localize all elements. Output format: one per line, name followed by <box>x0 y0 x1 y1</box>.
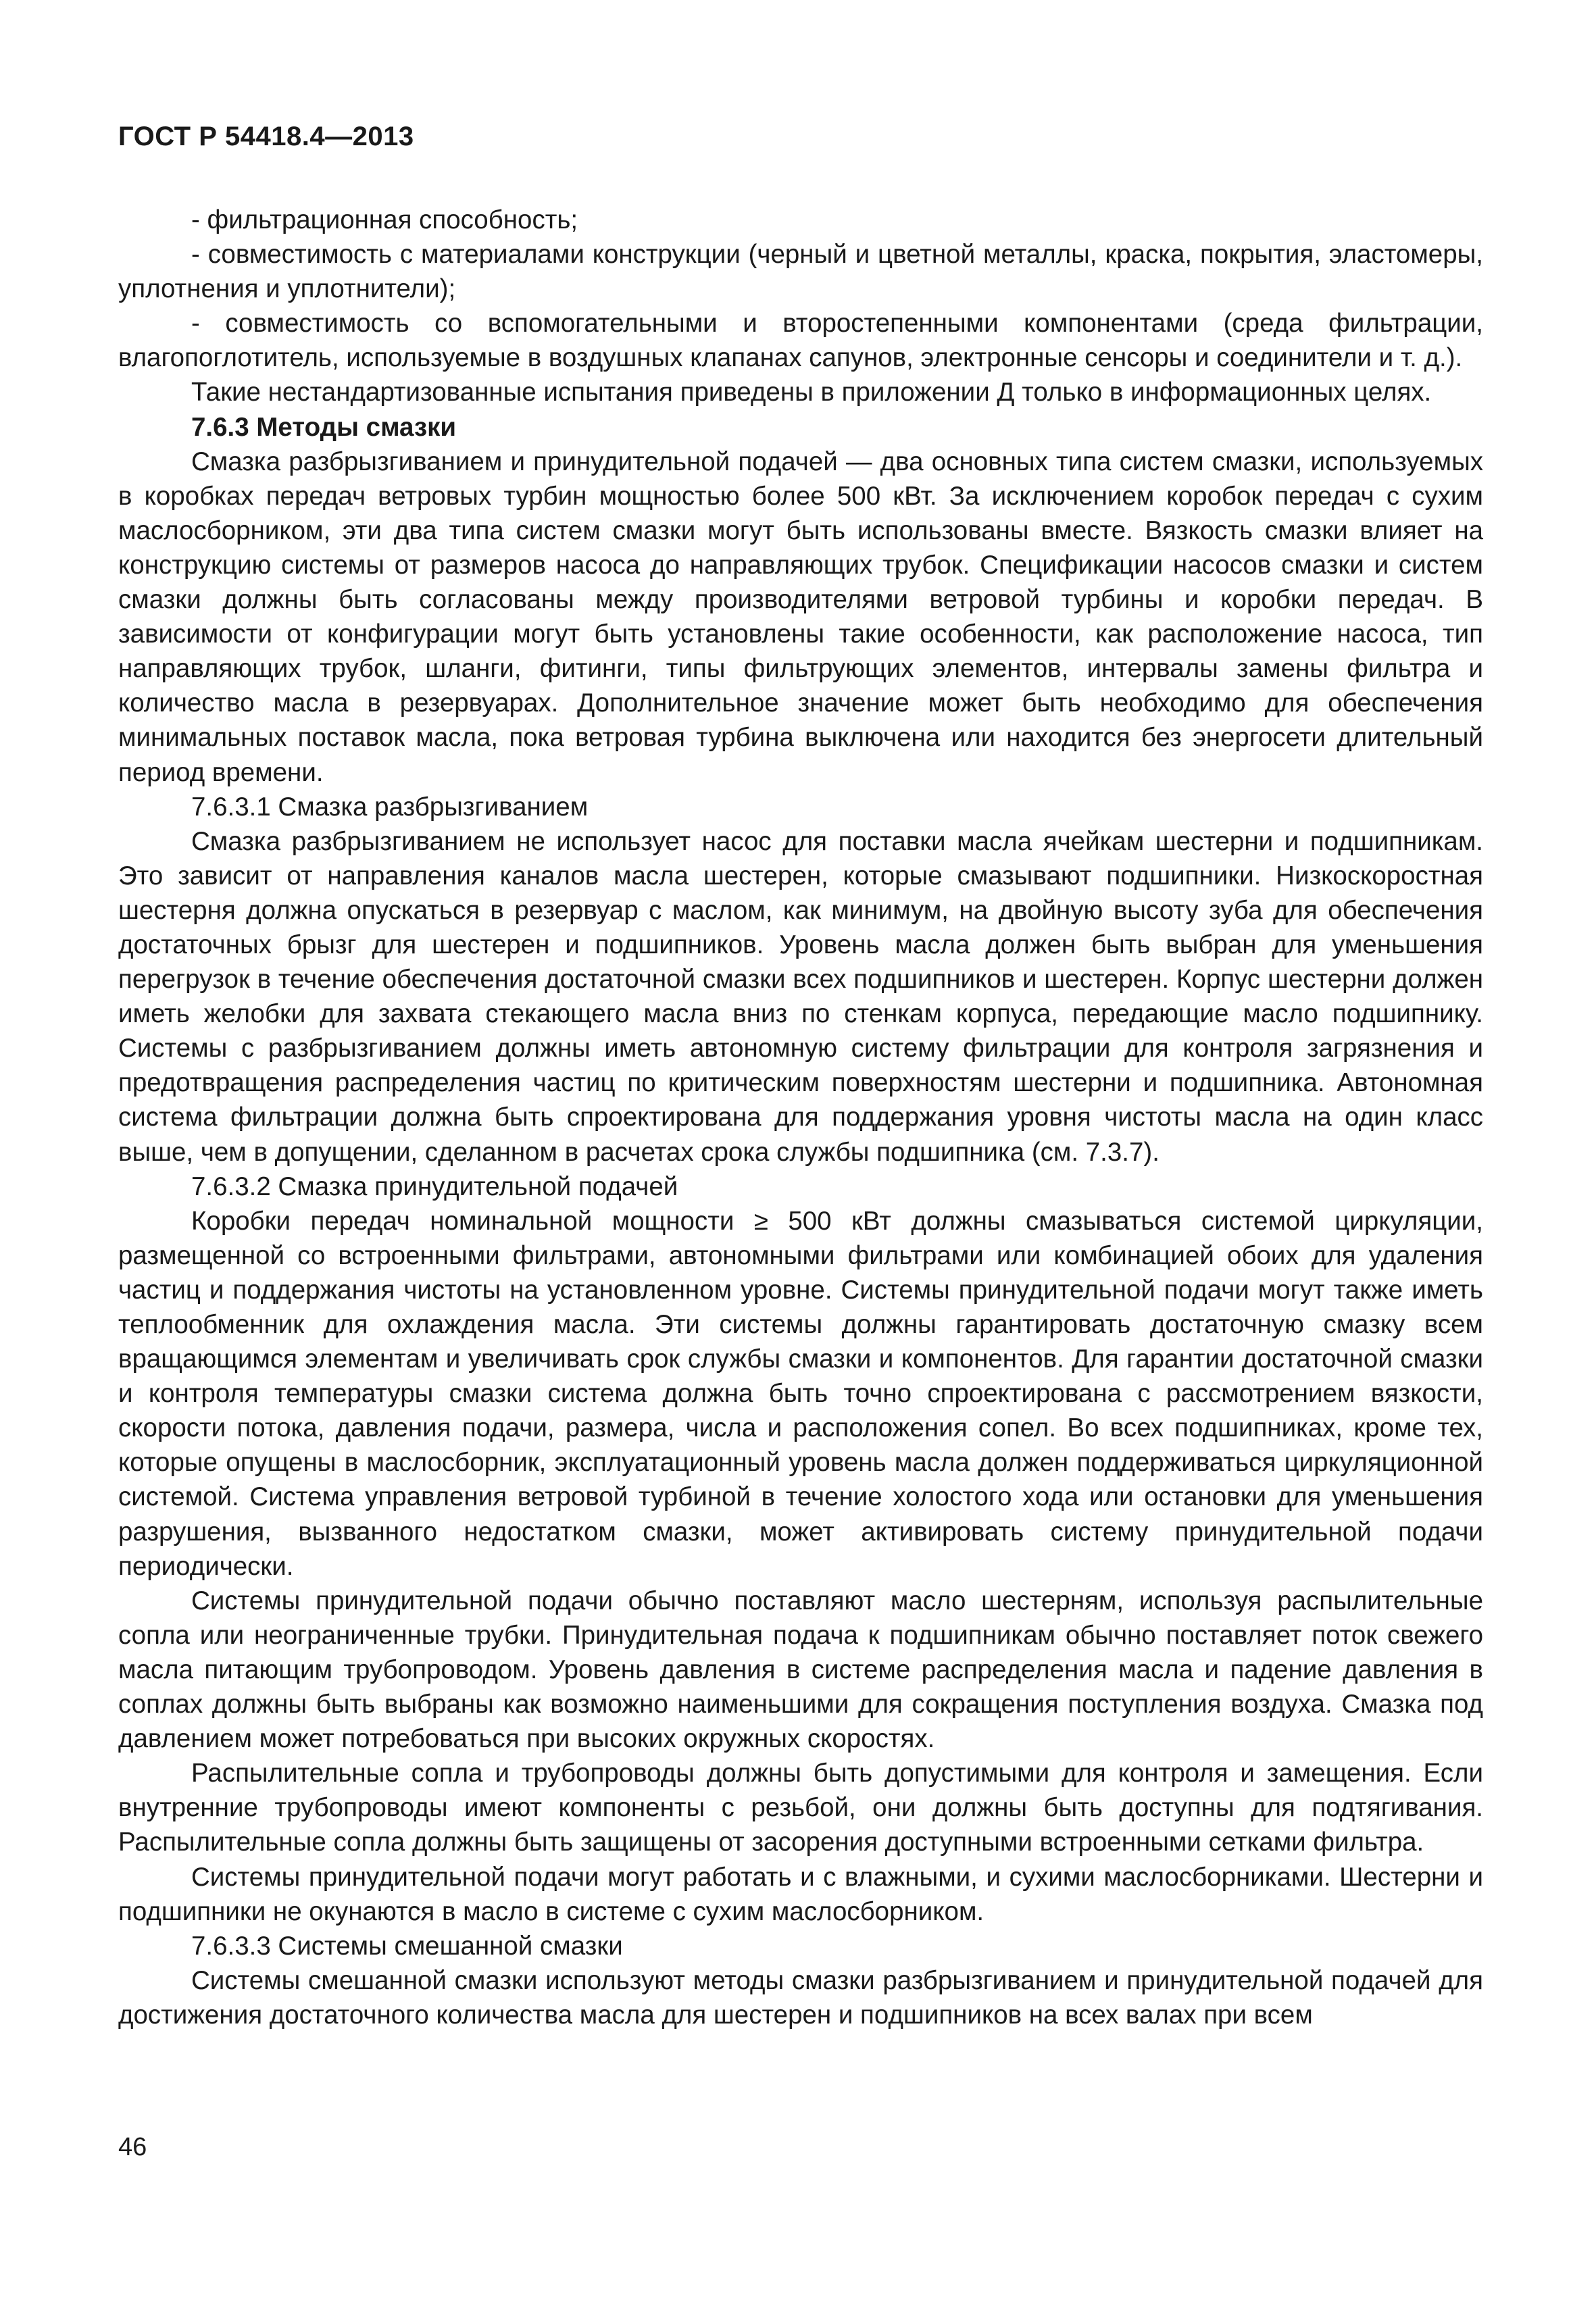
document-header: ГОСТ Р 54418.4—2013 <box>118 122 414 151</box>
section-heading-7-6-3: 7.6.3 Методы смазки <box>191 412 457 442</box>
list-item-component-compat: - совместимость со вспомогательными и второстепенными компонентами (среда фильтрации, влагопоглотитель, используемые в воздушных клапанах сапунов, электронные сенсоры и соединители и т. д.). <box>118 309 1483 373</box>
paragraph-splash-lubrication: Смазка разбрызгиванием не использует насос для поставки масла ячейкам шестерни и подшипникам. Это зависит от направления каналов масла шестерен, которые смазывают подшипники. Низкоскоростная шестерня должна опускаться в резервуар с маслом, как минимум, на двойную высоту зуба для обеспечения достаточных брызг для шестерен и подшипников. Уровень масла должен быть выбран для уменьшения перегрузок в течение обеспечения достаточной смазки всех подшипников и шестерен. Корпус шестерни должен иметь желобки для захвата стекающего масла вниз по стенкам корпуса, передающие масло подшипнику. Системы с разбрызгиванием должны иметь автономную систему фильтрации для контроля загрязнения и предотвращения распределения частиц по критическим поверхностям шестерни и подшипника. Автономная система фильтрации должна быть спроектирована для поддержания уровня чистоты масла на один класс выше, чем в допущении, сделанном в расчетах срока службы подшипника (см. 7.3.7). <box>118 826 1483 1167</box>
paragraph-sumps: Системы принудительной подачи могут работать и с влажными, и сухими маслосборниками. Шестерни и подшипники не окунаются в масло в системе с сухим маслосборником. <box>118 1862 1483 1926</box>
page-number: 46 <box>118 2133 147 2161</box>
list-item-material-compat: - совместимость с материалами конструкции (черный и цветной металлы, краска, покрытия, эластомеры, уплотнения и уплотнители); <box>118 240 1483 304</box>
paragraph-mixed-lubrication: Системы смешанной смазки используют методы смазки разбрызгиванием и принудительной подачей для достижения достаточного количества масла для шестерен и подшипников на всех валах при всем <box>118 1965 1483 2030</box>
paragraph-forced-lubrication: Коробки передач номинальной мощности ≥ 500 кВт должны смазываться системой циркуляции, размещенной со встроенными фильтрами, автономными фильтрами или комбинацией обоих для удаления частиц и поддержания чистоты на установленном уровне. Системы принудительной подачи могут также иметь теплообменник для охлаждения масла. Эти системы должны гарантировать достаточную смазку всем вращающимся элементам и увеличивать срок службы смазки и компонентов. Для гарантии достаточной смазки и контроля температуры смазки система должна быть точно спроектирована с рассмотрением вязкости, скорости потока, давления подачи, размера, числа и расположения сопел. Во всех подшипниках, кроме тех, которые опущены в маслосборник, эксплуатационный уровень масла должен поддерживаться циркуляционной системой. Система управления ветровой турбиной в течение холостого хода или остановки для уменьшения разрушения, вызванного недостатком смазки, может активировать систему принудительной подачи периодически. <box>118 1206 1483 1581</box>
subsection-heading-7-6-3-2: 7.6.3.2 Смазка принудительной подачей <box>191 1172 678 1201</box>
paragraph-lubrication-methods: Смазка разбрызгиванием и принудительной подачей — два основных типа систем смазки, используемых в коробках передач ветровых турбин мощностью более 500 кВт. За исключением коробок передач с сухим маслосборником, эти два типа систем смазки могут быть использованы вместе. Вязкость смазки влияет на конструкцию системы от размеров насоса до направляющих трубок. Спецификации насосов смазки и систем смазки должны быть согласованы между производителями ветровой турбины и коробки передач. В зависимости от конфигурации могут быть установлены такие особенности, как расположение насоса, тип направляющих трубок, шланги, фитинги, типы фильтрующих элементов, интервалы замены фильтра и количество масла в резервуарах. Дополнительное значение может быть необходимо для обеспечения минимальных поставок масла, пока ветровая турбина выключена или находится без энергосети длительный период времени. <box>118 447 1483 787</box>
list-item-filtration: - фильтрационная способность; <box>191 205 578 234</box>
paragraph-nonstandard-tests: Такие нестандартизованные испытания приведены в приложении Д только в информационных целях. <box>191 378 1432 407</box>
paragraph-forced-nozzles: Системы принудительной подачи обычно поставляют масло шестерням, используя распылительные сопла или неограниченные трубки. Принудительная подача к подшипникам обычно поставляет поток свежего масла питающим трубопроводом. Уровень давления в системе распределения масла и падение давления в соплах должны быть выбраны как возможно наименьшими для сокращения поступления воздуха. Смазка под давлением может потребоваться при высоких окружных скоростях. <box>118 1586 1483 1754</box>
paragraph-spray-nozzles: Распылительные сопла и трубопроводы должны быть допустимыми для контроля и замещения. Если внутренние трубопроводы имеют компоненты с резьбой, они должны быть доступны для подтягивания. Распылительные сопла должны быть защищены от засорения доступными встроенными сетками фильтра. <box>118 1759 1483 1857</box>
subsection-heading-7-6-3-1: 7.6.3.1 Смазка разбрызгиванием <box>191 792 589 822</box>
subsection-heading-7-6-3-3: 7.6.3.3 Системы смешанной смазки <box>191 1931 623 1961</box>
document-body <box>118 203 1483 2032</box>
